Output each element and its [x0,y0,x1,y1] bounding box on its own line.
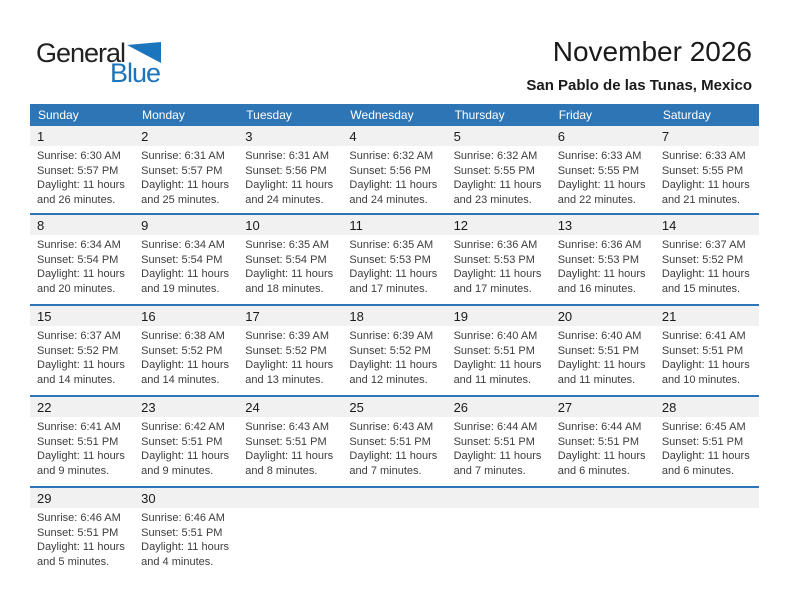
day-details [30,326,134,387]
week-row-5 [30,486,759,577]
sunset-text: Sunset: 5:51 PM [661,435,744,448]
empty-day-cell [238,488,342,577]
day-details [447,146,551,207]
daylight-text-line2: and 23 minutes. [453,193,532,206]
daylight-text-line2: and 7 minutes. [349,464,422,477]
day-details [134,417,238,478]
daylight-text-line2: and 19 minutes. [141,282,220,295]
sunrise-text: Sunrise: 6:44 AM [557,421,642,433]
sunrise-text: Sunrise: 6:38 AM [141,330,225,342]
sunset-text: Sunset: 5:55 PM [453,164,535,177]
sunrise-text: Sunrise: 6:32 AM [453,150,538,162]
title-block [526,36,752,94]
sunset-text: Sunset: 5:52 PM [245,344,327,357]
day-details [238,235,342,296]
daylight-text-line2: and 7 minutes. [453,464,526,477]
daylight-text-line2: and 21 minutes. [661,193,741,206]
daylight-text-line1: Daylight: 11 hours [37,450,125,462]
sunrise-text: Sunrise: 6:42 AM [141,421,225,433]
daylight-text-line1: Daylight: 11 hours [453,179,542,191]
sunset-text: Sunset: 5:57 PM [37,164,119,177]
daylight-text-line1: Daylight: 11 hours [557,268,646,280]
sunrise-text: Sunrise: 6:39 AM [245,330,330,342]
empty-day-cell [655,488,759,577]
day-number [551,488,655,508]
daylight-text-line1: Daylight: 11 hours [37,359,125,371]
day-cell-16 [134,306,238,395]
day-details [30,235,134,296]
empty-day-cell [342,488,446,577]
daylight-text-line2: and 11 minutes. [453,373,532,386]
day-number: 29 [30,488,134,508]
sunrise-text: Sunrise: 6:46 AM [37,512,121,524]
daylight-text-line1: Daylight: 11 hours [453,359,542,371]
daylight-text-line1: Daylight: 11 hours [141,541,229,553]
day-cell-15 [30,306,134,395]
sunset-text: Sunset: 5:53 PM [453,253,535,266]
day-cell-12 [447,215,551,304]
day-details [655,146,759,207]
daylight-text-line1: Daylight: 11 hours [661,268,750,280]
day-details [30,146,134,207]
day-details [551,326,655,387]
sunset-text: Sunset: 5:55 PM [557,164,640,177]
day-cell-22 [30,397,134,486]
daylight-text-line2: and 9 minutes. [141,464,214,477]
day-number: 2 [134,126,238,146]
day-number: 11 [342,215,446,235]
day-number: 21 [655,306,759,326]
day-details [342,417,446,478]
weekday-header-monday: Monday [142,108,185,122]
daylight-text-line1: Daylight: 11 hours [661,179,750,191]
sunset-text: Sunset: 5:55 PM [661,164,744,177]
daylight-text-line2: and 24 minutes. [349,193,428,206]
sunrise-text: Sunrise: 6:34 AM [141,239,225,251]
sunset-text: Sunset: 5:51 PM [141,435,223,448]
day-details [30,508,134,569]
sunset-text: Sunset: 5:51 PM [37,526,119,539]
day-cell-25 [342,397,446,486]
day-cell-18 [342,306,446,395]
daylight-text-line2: and 13 minutes. [245,373,324,386]
day-cell-29 [30,488,134,577]
daylight-text-line1: Daylight: 11 hours [141,179,229,191]
day-number: 3 [238,126,342,146]
day-details [655,326,759,387]
day-cell-13 [551,215,655,304]
day-cell-7 [655,126,759,213]
daylight-text-line1: Daylight: 11 hours [245,268,334,280]
sunrise-text: Sunrise: 6:40 AM [453,330,538,342]
day-number [655,488,759,508]
daylight-text-line1: Daylight: 11 hours [37,541,125,553]
day-details [551,417,655,478]
day-cell-30 [134,488,238,577]
daylight-text-line1: Daylight: 11 hours [141,359,229,371]
day-number: 27 [551,397,655,417]
daylight-text-line2: and 16 minutes. [557,282,636,295]
sunrise-text: Sunrise: 6:39 AM [349,330,434,342]
day-number: 19 [447,306,551,326]
sunset-text: Sunset: 5:53 PM [557,253,640,266]
sunrise-text: Sunrise: 6:45 AM [661,421,746,433]
day-details [342,146,446,207]
day-number: 10 [238,215,342,235]
sunset-text: Sunset: 5:52 PM [349,344,431,357]
daylight-text-line2: and 25 minutes. [141,193,220,206]
sunrise-text: Sunrise: 6:35 AM [245,239,330,251]
daylight-text-line1: Daylight: 11 hours [141,450,229,462]
daylight-text-line1: Daylight: 11 hours [349,179,438,191]
daylight-text-line2: and 14 minutes. [141,373,220,386]
daylight-text-line2: and 12 minutes. [349,373,428,386]
daylight-text-line2: and 10 minutes. [661,373,741,386]
sunset-text: Sunset: 5:52 PM [37,344,119,357]
day-details [134,508,238,569]
calendar-grid [30,104,759,577]
day-details [134,146,238,207]
page-title: November 2026 [552,36,752,67]
day-cell-4 [342,126,446,213]
day-details [342,326,446,387]
day-cell-23 [134,397,238,486]
sunrise-text: Sunrise: 6:31 AM [141,150,225,162]
sunrise-text: Sunrise: 6:37 AM [37,330,121,342]
daylight-text-line2: and 18 minutes. [245,282,324,295]
sunrise-text: Sunrise: 6:46 AM [141,512,225,524]
logo-text-blue: Blue [110,58,161,88]
day-number: 30 [134,488,238,508]
day-details [655,235,759,296]
daylight-text-line2: and 26 minutes. [37,193,116,206]
day-details [238,417,342,478]
day-number: 22 [30,397,134,417]
day-number: 16 [134,306,238,326]
sunrise-text: Sunrise: 6:43 AM [245,421,330,433]
sunset-text: Sunset: 5:51 PM [453,344,535,357]
day-cell-28 [655,397,759,486]
daylight-text-line1: Daylight: 11 hours [37,268,125,280]
sunset-text: Sunset: 5:51 PM [557,344,640,357]
day-number: 25 [342,397,446,417]
sunset-text: Sunset: 5:52 PM [141,344,223,357]
day-cell-21 [655,306,759,395]
day-number: 17 [238,306,342,326]
daylight-text-line1: Daylight: 11 hours [245,450,334,462]
sunrise-text: Sunrise: 6:43 AM [349,421,434,433]
day-details [30,417,134,478]
daylight-text-line1: Daylight: 11 hours [453,268,542,280]
day-details [447,235,551,296]
daylight-text-line1: Daylight: 11 hours [661,359,750,371]
day-number: 1 [30,126,134,146]
sunset-text: Sunset: 5:51 PM [557,435,640,448]
daylight-text-line2: and 17 minutes. [453,282,532,295]
day-number: 4 [342,126,446,146]
weekday-header-saturday: Saturday [662,108,711,122]
empty-day-cell [551,488,655,577]
day-cell-2 [134,126,238,213]
weekday-header-row [30,104,759,126]
day-number: 28 [655,397,759,417]
daylight-text-line1: Daylight: 11 hours [661,450,750,462]
daylight-text-line2: and 17 minutes. [349,282,428,295]
sunrise-text: Sunrise: 6:34 AM [37,239,121,251]
week-row-2 [30,213,759,304]
sunrise-text: Sunrise: 6:44 AM [453,421,538,433]
day-cell-24 [238,397,342,486]
weekday-header-friday: Friday [558,108,593,122]
sunset-text: Sunset: 5:54 PM [245,253,327,266]
day-details [551,146,655,207]
daylight-text-line2: and 24 minutes. [245,193,324,206]
sunset-text: Sunset: 5:56 PM [245,164,327,177]
daylight-text-line1: Daylight: 11 hours [245,179,334,191]
daylight-text-line2: and 22 minutes. [557,193,636,206]
day-cell-11 [342,215,446,304]
daylight-text-line2: and 6 minutes. [557,464,630,477]
sunrise-text: Sunrise: 6:35 AM [349,239,434,251]
day-number: 8 [30,215,134,235]
day-cell-6 [551,126,655,213]
day-number [342,488,446,508]
sunset-text: Sunset: 5:54 PM [141,253,223,266]
sunset-text: Sunset: 5:51 PM [453,435,535,448]
day-number: 26 [447,397,551,417]
weekday-header-wednesday: Wednesday [350,108,414,122]
day-details [134,235,238,296]
week-row-4 [30,395,759,486]
sunrise-text: Sunrise: 6:32 AM [349,150,434,162]
day-number [238,488,342,508]
day-number: 9 [134,215,238,235]
daylight-text-line1: Daylight: 11 hours [245,359,334,371]
sunset-text: Sunset: 5:51 PM [245,435,327,448]
daylight-text-line2: and 6 minutes. [661,464,734,477]
sunset-text: Sunset: 5:51 PM [141,526,223,539]
sunset-text: Sunset: 5:51 PM [349,435,431,448]
day-cell-9 [134,215,238,304]
day-number: 18 [342,306,446,326]
day-details [342,235,446,296]
day-cell-27 [551,397,655,486]
daylight-text-line1: Daylight: 11 hours [37,179,125,191]
sunset-text: Sunset: 5:51 PM [37,435,119,448]
day-cell-17 [238,306,342,395]
daylight-text-line2: and 20 minutes. [37,282,116,295]
day-details [134,326,238,387]
daylight-text-line1: Daylight: 11 hours [453,450,542,462]
daylight-text-line1: Daylight: 11 hours [557,450,646,462]
daylight-text-line1: Daylight: 11 hours [141,268,229,280]
sunrise-text: Sunrise: 6:31 AM [245,150,330,162]
general-blue-logo [36,38,161,88]
day-cell-1 [30,126,134,213]
day-cell-8 [30,215,134,304]
day-number: 12 [447,215,551,235]
daylight-text-line2: and 8 minutes. [245,464,318,477]
sunset-text: Sunset: 5:51 PM [661,344,744,357]
sunset-text: Sunset: 5:53 PM [349,253,431,266]
day-details [551,235,655,296]
sunrise-text: Sunrise: 6:36 AM [453,239,538,251]
daylight-text-line2: and 14 minutes. [37,373,116,386]
day-details [238,146,342,207]
logo-text-general: General [36,38,126,68]
week-row-3 [30,304,759,395]
sunset-text: Sunset: 5:54 PM [37,253,119,266]
weekday-header-thursday: Thursday [454,108,505,122]
day-cell-5 [447,126,551,213]
daylight-text-line1: Daylight: 11 hours [349,268,438,280]
day-cell-26 [447,397,551,486]
day-details [655,417,759,478]
daylight-text-line1: Daylight: 11 hours [349,450,438,462]
weekday-header-sunday: Sunday [38,108,79,122]
daylight-text-line2: and 4 minutes. [141,555,214,568]
sunrise-text: Sunrise: 6:40 AM [557,330,642,342]
weekday-header-tuesday: Tuesday [246,108,292,122]
day-number: 14 [655,215,759,235]
sunrise-text: Sunrise: 6:33 AM [557,150,642,162]
sunrise-text: Sunrise: 6:33 AM [661,150,746,162]
day-number: 23 [134,397,238,417]
daylight-text-line2: and 5 minutes. [37,555,110,568]
day-cell-3 [238,126,342,213]
day-number: 7 [655,126,759,146]
sunset-text: Sunset: 5:57 PM [141,164,223,177]
day-cell-19 [447,306,551,395]
daylight-text-line2: and 9 minutes. [37,464,110,477]
sunrise-text: Sunrise: 6:41 AM [661,330,746,342]
day-number [447,488,551,508]
daylight-text-line1: Daylight: 11 hours [557,359,646,371]
day-number: 15 [30,306,134,326]
daylight-text-line2: and 11 minutes. [557,373,636,386]
sunset-text: Sunset: 5:56 PM [349,164,431,177]
day-cell-20 [551,306,655,395]
daylight-text-line1: Daylight: 11 hours [349,359,438,371]
sunrise-text: Sunrise: 6:36 AM [557,239,642,251]
day-number: 24 [238,397,342,417]
day-details [238,326,342,387]
daylight-text-line1: Daylight: 11 hours [557,179,646,191]
location-subtitle: San Pablo de las Tunas, Mexico [526,77,752,94]
sunrise-text: Sunrise: 6:37 AM [661,239,746,251]
day-details [447,326,551,387]
day-cell-14 [655,215,759,304]
sunrise-text: Sunrise: 6:30 AM [37,150,121,162]
day-number: 13 [551,215,655,235]
day-details [447,417,551,478]
sunrise-text: Sunrise: 6:41 AM [37,421,121,433]
daylight-text-line2: and 15 minutes. [661,282,741,295]
day-cell-10 [238,215,342,304]
day-number: 5 [447,126,551,146]
empty-day-cell [447,488,551,577]
sunset-text: Sunset: 5:52 PM [661,253,744,266]
day-number: 20 [551,306,655,326]
week-row-1 [30,126,759,213]
day-number: 6 [551,126,655,146]
